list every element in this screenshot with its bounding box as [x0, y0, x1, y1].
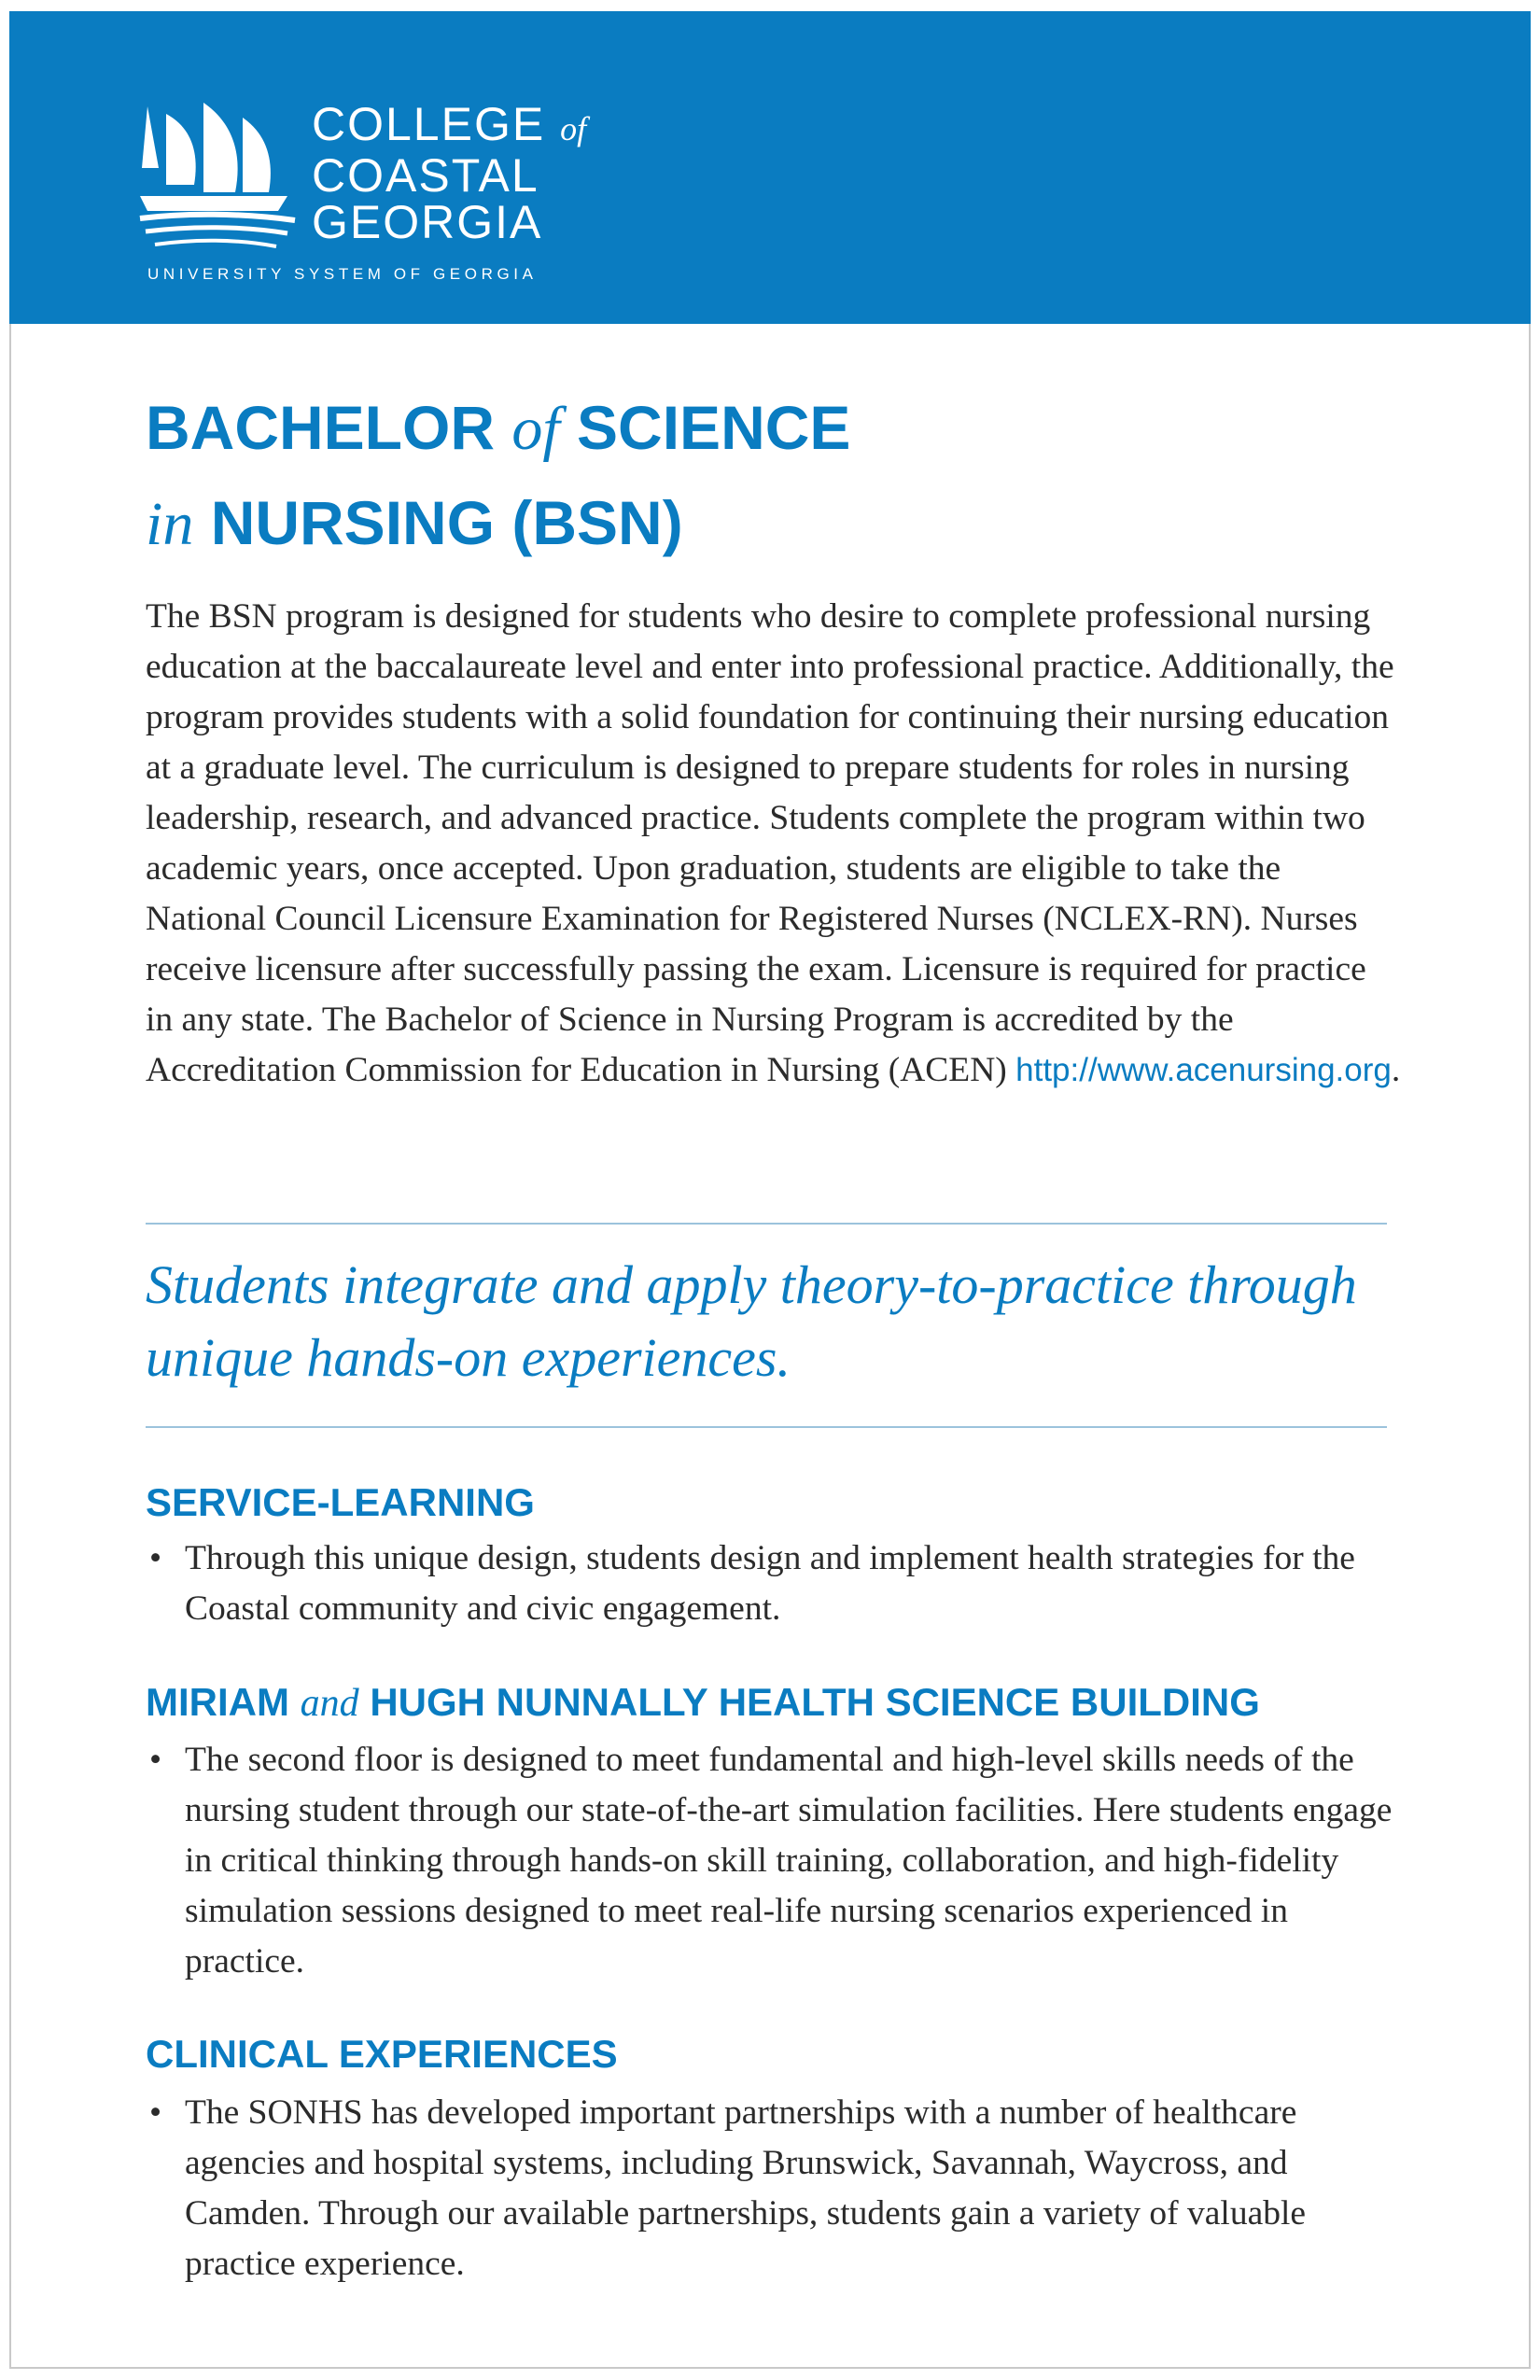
header-banner	[9, 11, 1531, 324]
bullet-dot: •	[149, 1741, 162, 1779]
pull-quote: Students integrate and apply theory-to-practice through unique hands-on experiences.	[146, 1254, 1357, 1388]
bullet-building	[146, 1735, 1401, 1987]
title-science: SCIENCE	[577, 393, 851, 462]
intro-paragraph	[146, 592, 1401, 1096]
divider-top	[146, 1223, 1387, 1225]
title-nursing: NURSING (BSN)	[210, 488, 683, 557]
intro-text: The BSN program is designed for students who desire to complete professional nursing education at the baccalaureate level and enter into professional practice. Additionally, the program provides students with a solid foundation for continuing their nursing education at a graduate level. The curriculum is designed to prepare students for roles in nursing leadership, research, and advanced practice. Students complete the program within two academic years, once accepted. Upon graduation, students are eligible to take the National Council Licensure Examination for Registered Nurses (NCLEX-RN). Nurses receive licensure after successfully passing the exam. Licensure is required for practice in any state. The Bachelor of Science in Nursing Program is accredited by the Accreditation Commission for Education in Nursing (ACEN)	[146, 597, 1394, 1089]
page-frame	[9, 11, 1531, 2369]
heading-and: and	[300, 1682, 359, 1725]
heading-service-learning: SERVICE-LEARNING	[146, 1480, 535, 1524]
intro-end: .	[1391, 1051, 1401, 1089]
bullet-clinical	[146, 2088, 1401, 2289]
acen-link[interactable]: http://www.acenursing.org	[1015, 1052, 1392, 1088]
ship-sail-icon	[138, 103, 297, 252]
bullet-dot: •	[149, 1539, 162, 1577]
heading-miriam: MIRIAM	[146, 1680, 289, 1724]
bullet-service-text: Through this unique design, students design and implement health strategies for the Coastal community and civic engagement.	[185, 1539, 1355, 1628]
logo-coastal: COASTAL	[312, 149, 539, 202]
logo-georgia: GEORGIA	[312, 196, 543, 248]
heading-clinical: CLINICAL EXPERIENCES	[146, 2032, 618, 2076]
title-in: in	[146, 490, 194, 558]
divider-bottom	[146, 1426, 1387, 1428]
title-bachelor: BACHELOR	[146, 393, 495, 462]
bullet-clinical-text: The SONHS has developed important partnerships with a number of healthcare agencies and hospital systems, including Brunswick, Savannah, Waycross, and Camden. Through our available partnerships, students gain a variety of valuable practice experience.	[185, 2093, 1307, 2283]
heading-hugh: HUGH NUNNALLY HEALTH SCIENCE BUILDING	[370, 1680, 1260, 1724]
title-of: of	[511, 395, 560, 463]
heading-building	[146, 1679, 1260, 1727]
logo-college: COLLEGE	[312, 98, 546, 150]
logo-of: of	[560, 110, 587, 147]
bullet-service-learning	[146, 1533, 1401, 1634]
page-title	[146, 381, 850, 571]
college-wordmark	[312, 98, 587, 248]
bullet-dot: •	[149, 2093, 162, 2132]
bullet-building-text: The second floor is designed to meet fundamental and high-level skills needs of the nursing student through our state-of-the-art simulation facilities. Here students engage in critical thinking through hands-on skill training, collaboration, and high-fidelity simulation sessions designed to meet real-life nursing scenarios experienced in practice.	[185, 1741, 1393, 1981]
logo-subtitle: UNIVERSITY SYSTEM OF GEORGIA	[147, 265, 538, 283]
